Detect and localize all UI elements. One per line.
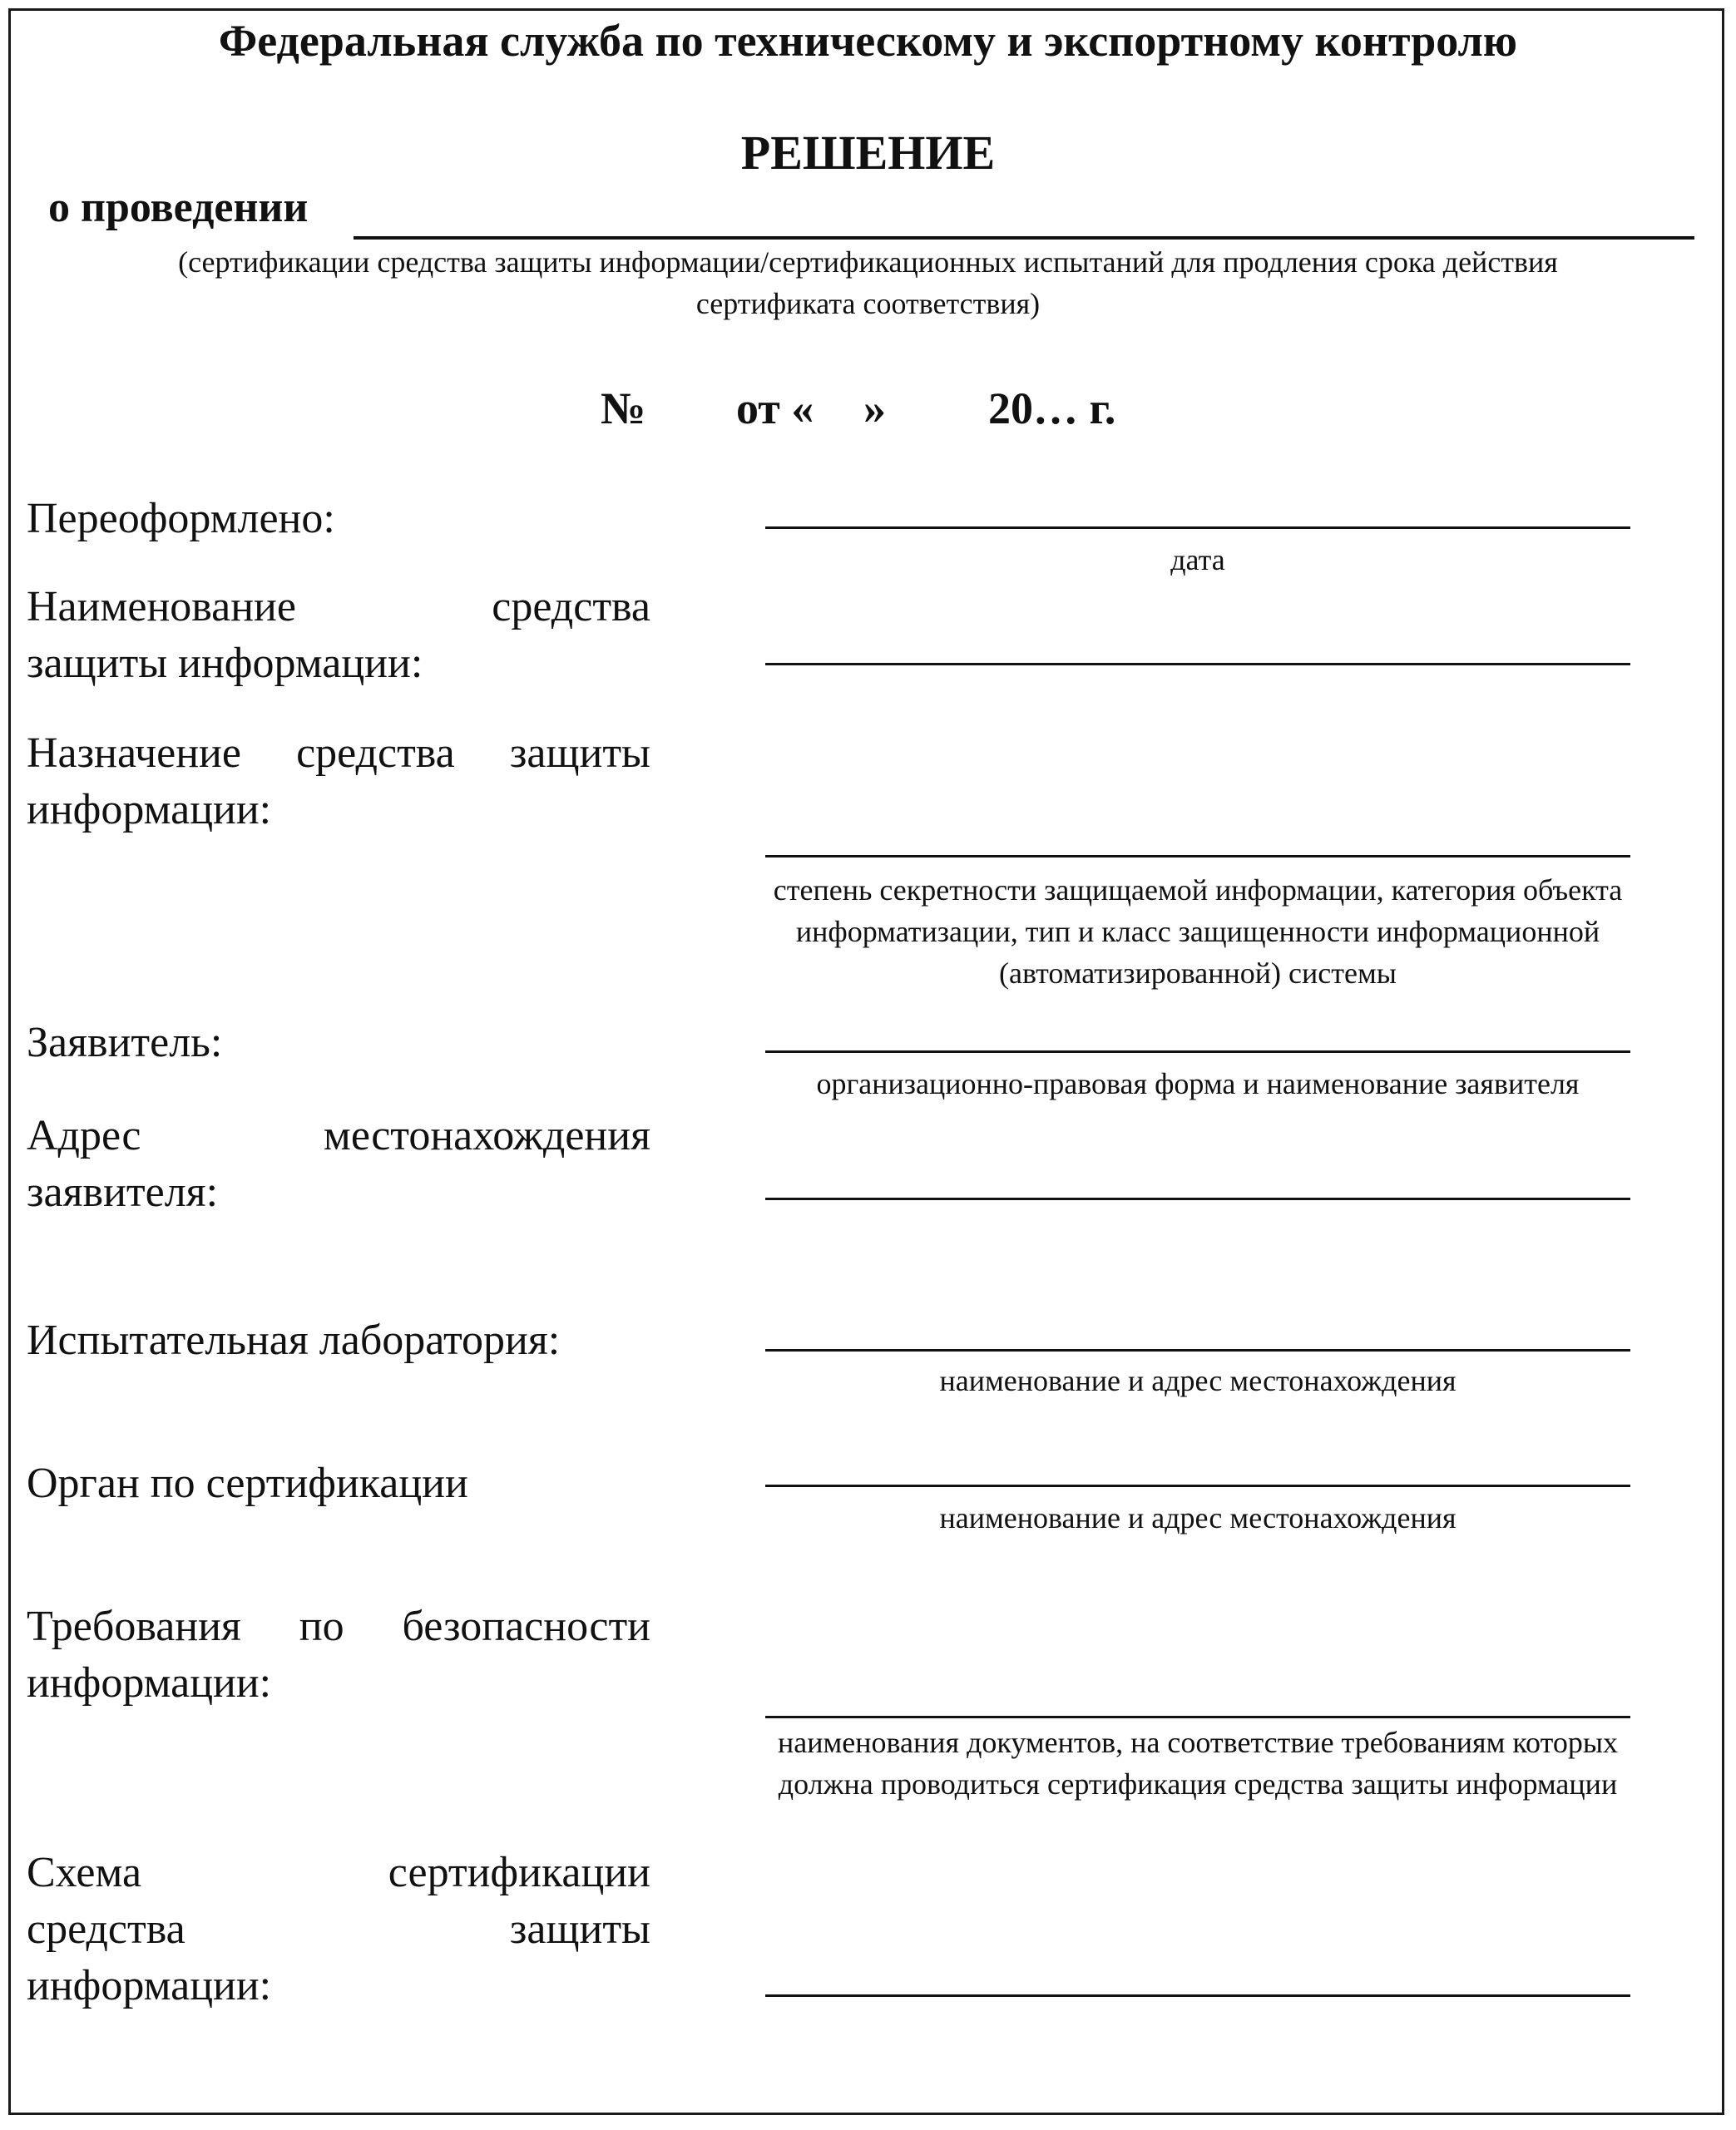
- conduct-note: [0, 241, 1736, 324]
- product-name-label-line-2: защиты информации:: [27, 640, 423, 687]
- scheme-label-line-3: информации:: [27, 1962, 272, 2009]
- address-label-line-1: Адрес местонахождения: [27, 1112, 650, 1159]
- product-name-label: [27, 579, 650, 692]
- scheme-label-line-2: средства защиты: [27, 1905, 650, 1953]
- number-sign: №: [601, 383, 646, 433]
- address-label-line-2: заявителя:: [27, 1169, 219, 1216]
- applicant-input-line[interactable]: [765, 1050, 1630, 1053]
- purpose-input-line[interactable]: [765, 855, 1630, 857]
- purpose-caption-line-3: (автоматизированной) системы: [999, 956, 1397, 990]
- reissued-caption: дата: [1170, 543, 1225, 576]
- purpose-caption: [699, 869, 1697, 994]
- cert-body-caption: наименование и адрес местонахождения: [939, 1501, 1457, 1534]
- conduct-note-line-1: (сертификации средства защиты информации/сертификационных испытаний для продления срока действия: [178, 245, 1558, 279]
- lab-caption: наименование и адрес местонахождения: [939, 1364, 1457, 1397]
- conduct-label: о проведении: [48, 184, 309, 231]
- lab-label: Испытательная лаборатория:: [27, 1317, 561, 1364]
- requirements-label-line-2: информации:: [27, 1659, 272, 1707]
- requirements-input-line[interactable]: [765, 1716, 1630, 1718]
- requirements-label: [27, 1599, 650, 1712]
- scheme-label-line-1: Схема сертификации: [27, 1849, 650, 1896]
- purpose-label-line-2: информации:: [27, 786, 272, 833]
- lab-input-line[interactable]: [765, 1349, 1630, 1352]
- reissued-label: Переоформлено:: [27, 495, 335, 542]
- purpose-caption-line-1: степень секретности защищаемой информации, категория объекта: [773, 873, 1623, 907]
- scheme-label: [27, 1845, 650, 2014]
- date-quote-close: »: [863, 383, 886, 433]
- address-input-line[interactable]: [765, 1198, 1630, 1200]
- date-year: 20… г.: [988, 383, 1116, 433]
- applicant-label: Заявитель:: [27, 1019, 223, 1066]
- scheme-input-line[interactable]: [765, 1994, 1630, 1997]
- agency-title: Федеральная служба по техническому и экспортному контролю: [218, 16, 1518, 66]
- purpose-label: [27, 725, 650, 838]
- cert-body-label: Орган по сертификации: [27, 1460, 468, 1507]
- reissued-input-line[interactable]: [765, 526, 1630, 529]
- document-title: РЕШЕНИЕ: [740, 126, 996, 180]
- conduct-input-line[interactable]: [354, 236, 1694, 240]
- requirements-caption-line-2: должна проводиться сертификация средства защиты информации: [778, 1767, 1618, 1801]
- applicant-caption: организационно-правовая форма и наименование заявителя: [816, 1067, 1580, 1100]
- product-name-input-line[interactable]: [765, 663, 1630, 665]
- requirements-caption-line-1: наименования документов, на соответствие требованиям которых: [777, 1726, 1619, 1759]
- purpose-label-line-1: Назначение средства защиты: [27, 729, 650, 777]
- requirements-caption: [699, 1722, 1697, 1805]
- date-from: от «: [736, 383, 814, 433]
- product-name-label-line-1: Наименование средства: [27, 583, 650, 630]
- purpose-caption-line-2: информатизации, тип и класс защищенности информационной: [795, 915, 1600, 948]
- requirements-label-line-1: Требования по безопасности: [27, 1603, 650, 1650]
- cert-body-input-line[interactable]: [765, 1485, 1630, 1487]
- address-label: [27, 1108, 650, 1221]
- conduct-note-line-2: сертификата соответствия): [695, 287, 1041, 320]
